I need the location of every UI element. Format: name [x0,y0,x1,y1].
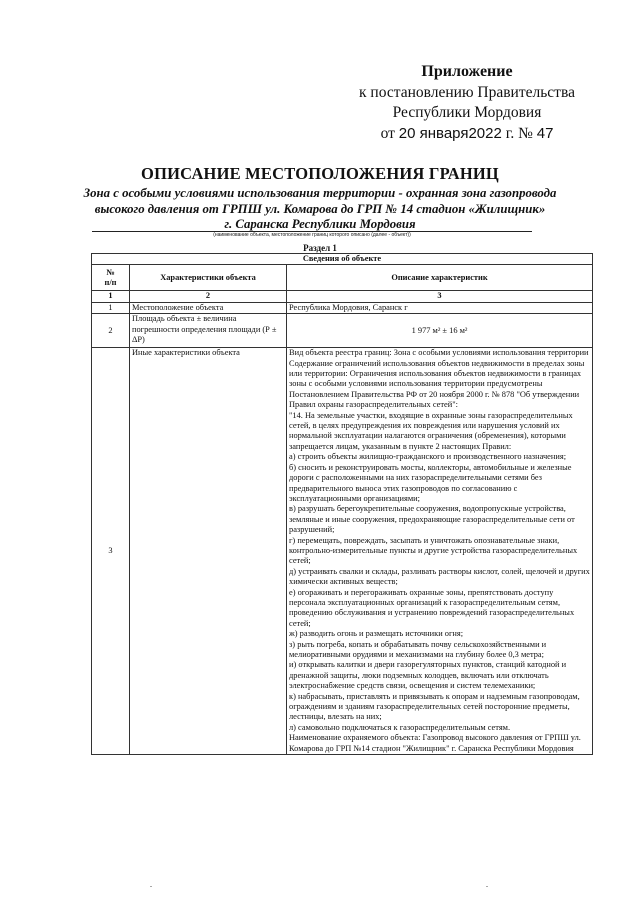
document-subtitle [75,186,565,233]
row-description: Республика Мордовия, Саранск г [287,302,593,313]
description-paragraph: Содержание ограничений использования объектов недвижимости в пределах зоны или территории: Ограничения использования объектов недвижимости в границах зоны с особыми условиями использования территории предусмотрены Постановлением Правительства РФ от 20 ноября 2000 г. № 878 "Об утверждении Правил охраны газораспределительных сетей": [289,358,585,410]
description-paragraph: б) сносить и реконструировать мосты, коллекторы, автомобильные и железные дороги с расположенными на них газораспределительными сетями без предварительного выноса этих газопроводов по согласованию с эксплуатационными организациями; [289,462,572,503]
row-characteristic: Площадь объекта ± величина погрешности определения площади (Р ± ΔР) [130,314,287,348]
table-caption: Сведения об объекте [92,254,593,265]
appendix-line-3: Республики Мордовия [392,104,542,121]
object-name-caption: (наименование объекта, местоположение границ которого описано (далее - объект)) [213,232,411,238]
row-number: 3 [92,348,130,755]
description-paragraph: д) устраивать свалки и склады, разливать растворы кислот, солей, щелочей и других химически активных веществ; [289,566,590,587]
date-handwritten: 20 января2022 [398,124,502,142]
table-row [92,302,593,313]
appendix-title: Приложение [421,63,513,80]
section-title: Раздел 1 [303,243,337,253]
subtitle-line-2: высокого давления от ГРПШ ул. Комарова до ГРП № 14 стадион «Жилищник» [94,201,546,216]
description-paragraph: и) открывать калитки и двери газорегуляторных пунктов, станций катодной и дренажной защиты, люки подземных колодцев, включать или отключать электроснабжение средств связи, освещения и систем телемеханики; [289,660,567,691]
description-paragraph: а) строить объекты жилищно-гражданского и производственного назначения; [289,452,567,462]
description-paragraph: ж) разводить огонь и размещать источники огня; [289,629,464,639]
subtitle-line-1: Зона с особыми условиями использования территории - охранная зона газопровода [83,186,557,200]
appendix-line-2: к постановлению Правительства [359,83,575,101]
appendix-block [342,62,592,144]
row-characteristic: Иные характеристики объекта [130,348,287,755]
header-characteristic: Характеристики объекта [130,265,287,291]
description-paragraph: Наименование охраняемого объекта: Газопровод высокого давления от ГРПШ ул. Комарова до ГРП №14 стадион "Жилищник" г. Саранска Республики Мордовия [289,733,581,753]
description-paragraph: з) рыть погреба, копать и обрабатывать почву сельскохозяйственными и мелиоративными орудиями и механизмами на глубину более 0,3 метра; [289,639,547,659]
row-description [287,348,593,755]
row-description: 1 977 м² ± 16 м² [287,314,593,348]
row-number: 1 [92,302,130,313]
row-characteristic: Местоположение объекта [130,302,287,313]
header-description: Описание характеристик [287,265,593,291]
description-paragraph: к) набрасывать, приставлять и привязывать к опорам и надземным газопроводам, ограждениям и зданиям газораспределительных сетей посторонние предметы, лестницы, влезать на них; [289,691,580,722]
description-paragraph: в) разрушать берегоукрепительные сооружения, водопропускные устройства, земляные и иные сооружения, предохраняющие газораспределительные сети от разрушений; [289,504,575,535]
table-row [92,348,593,755]
index-3: 3 [287,291,593,302]
index-1: 1 [92,291,130,302]
subtitle-line-3: г. Саранска Республики Мордовия [224,217,416,231]
object-info-table [91,253,593,755]
row-number: 2 [92,314,130,348]
index-2: 2 [130,291,287,302]
date-prefix: от [380,124,395,142]
table-row [92,314,593,348]
description-paragraph: е) огораживать и перегораживать охранные зоны, препятствовать доступу персонала эксплуатационных организаций к газораспределительным сетям, проведению обслуживания и устранению повреждений газораспределительных сетей; [289,587,575,628]
page-mark-left: . [150,880,152,889]
description-paragraph: Вид объекта реестра границ: Зона с особыми условиями использования территории [289,348,589,358]
appendix-date-line [342,124,592,145]
document-title: ОПИСАНИЕ МЕСТОПОЛОЖЕНИЯ ГРАНИЦ [141,164,499,183]
description-paragraph: "14. На земельные участки, входящие в охранные зоны газораспределительных сетей, в целях предупреждения их повреждения или нарушения условий их нормальной эксплуатации налагаются ограничения (обременения), которыми запрещается лицам, указанным в пункте 2 настоящих Правил: [289,410,573,451]
header-number: № п/п [92,265,130,291]
page-mark-right: . [486,880,488,889]
description-paragraph: г) перемещать, повреждать, засыпать и уничтожать опознавательные знаки, контрольно-измерительные пункты и другие устройства газораспределительных сетей; [289,535,578,566]
date-suffix: г. № [505,124,533,142]
number-handwritten: 47 [536,124,554,142]
description-paragraph: л) самовольно подключаться к газораспределительным сетям. [289,722,511,732]
